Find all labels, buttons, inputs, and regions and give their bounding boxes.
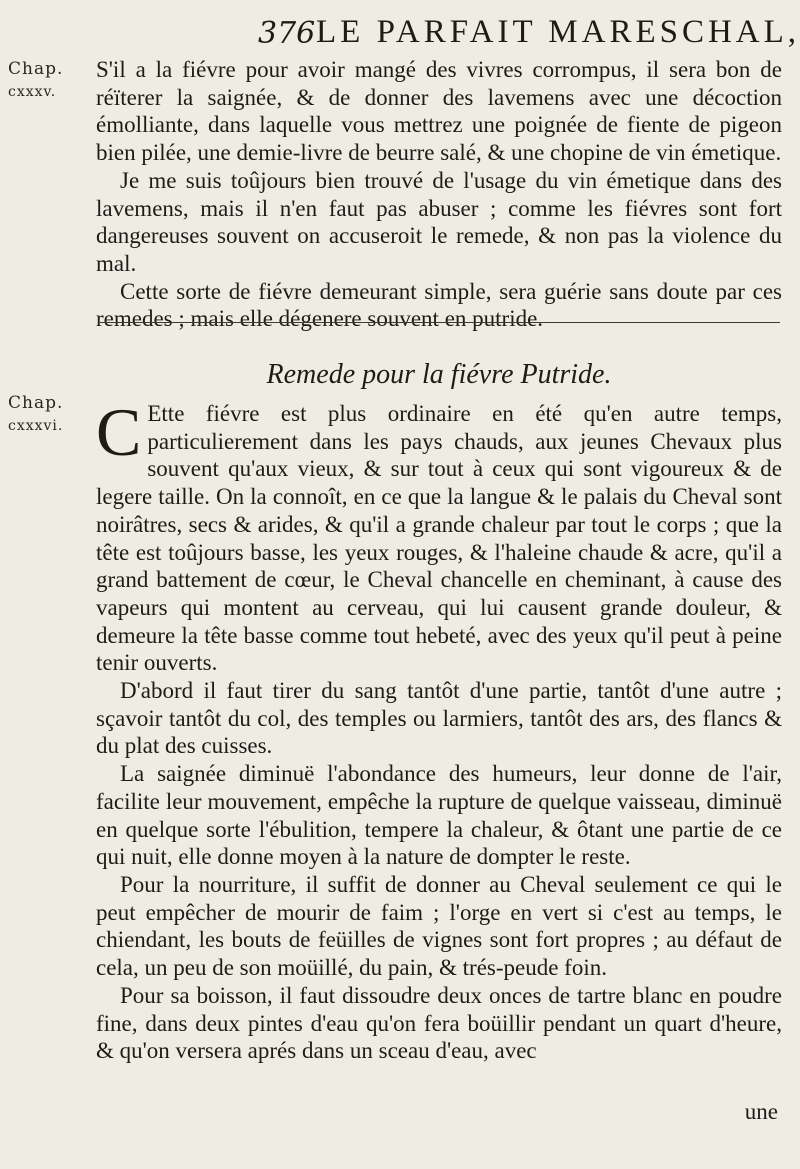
- section-divider: [96, 333, 782, 352]
- paragraph: D'abord il faut tirer du sang tantôt d'une partie, tantôt d'une autre ; sçavoir tantôt du col, des temples ou larmiers, tantôt des ars, des flancs & du plat des cuisses.: [96, 678, 782, 759]
- running-title: LE PARFAIT MARESCHAL,: [316, 14, 800, 50]
- horizontal-rule: [100, 322, 780, 323]
- paragraph: La saignée diminuë l'abondance des humeurs, leur donne de l'air, facilite leur mouvement, empêche la rupture de quelque vaisseau, diminuë en quelque sorte l'ébulition, tempere la chaleur, & ôtant une partie de ce qui nuit, elle donne moyen à la nature de dompter le reste.: [96, 761, 782, 870]
- drop-cap: C: [96, 394, 142, 471]
- paragraph: Pour la nourriture, il suffit de donner au Cheval seulement ce qui le peut empêcher de mourir de faim ; l'orge en vert si c'est au temps, le chiendant, les bouts de feüilles de vignes sont fort propres ; au défaut de cela, un peu de son moüillé, du pain, & trés-peude foin.: [96, 871, 782, 981]
- margin-note-label: Chap.: [8, 393, 64, 413]
- section-title: Remede pour la fiévre Putride.: [266, 359, 612, 391]
- margin-note-label: Chap.: [8, 59, 64, 79]
- page-number: 376: [258, 16, 316, 51]
- paragraph: S'il a la fiévre pour avoir mangé des vivres corrompus, il sera bon de réïterer la saignée, & de donner des lavemens avec une décoction émolliante, dans laquelle vous mettrez une poignée de fiente de pigeon bien pilée, une demie-livre de beurre salé, & une chopine de vin émetique.: [96, 57, 782, 166]
- margin-note-chapter-2: [8, 392, 63, 438]
- paragraph: Pour sa boisson, il faut dissoudre deux onces de tartre blanc en poudre fine, dans deux pintes d'eau qu'on fera boüillir pendant un quart d'heure, & qu'on versera aprés dans un sceau d'eau, avec: [96, 982, 782, 1064]
- margin-note-chapter-1: [8, 58, 63, 104]
- paragraph: Cette sorte de fiévre demeurant simple, sera guérie sans doute par ces remedes ; mais elle dégenere souvent en putride.: [96, 278, 782, 332]
- margin-note-number: cxxxvi.: [8, 418, 64, 434]
- paragraph: Je me suis toûjours bien trouvé de l'usage du vin émetique dans des lavemens, mais il n'en faut pas abuser ; comme les fiévres sont fort dangereuses souvent on accuseroit le remede, & non pas la violence du mal.: [96, 167, 782, 276]
- margin-note-number: cxxxv.: [8, 84, 57, 100]
- page-header: [258, 12, 800, 52]
- catchword: une: [744, 1099, 778, 1124]
- paragraph-text: Ette fiévre est plus ordinaire en été qu'en autre temps, particulierement dans les pays chauds, aux jeunes Chevaux plus souvent qu'aux vieux, & sur tout à ceux qui sont vigoureux & de legere taille. On la connoît, en ce que la langue & le palais du Cheval sont noirâtres, secs & arides, & qu'il a grande chaleur par tout le corps ; que la tête est toûjours basse, les yeux rouges, & l'haleine chaude & acre, qu'il a grand battement de cœur, le Cheval chancelle en cheminant, à cause des vapeurs qui montent au cerveau, qui lui causent grande douleur, & demeure la tête basse comme tout hebeté, avec des yeux qu'il peut à peine tenir ouverts.: [96, 401, 782, 676]
- paragraph: [96, 394, 782, 677]
- main-text: [96, 56, 782, 1065]
